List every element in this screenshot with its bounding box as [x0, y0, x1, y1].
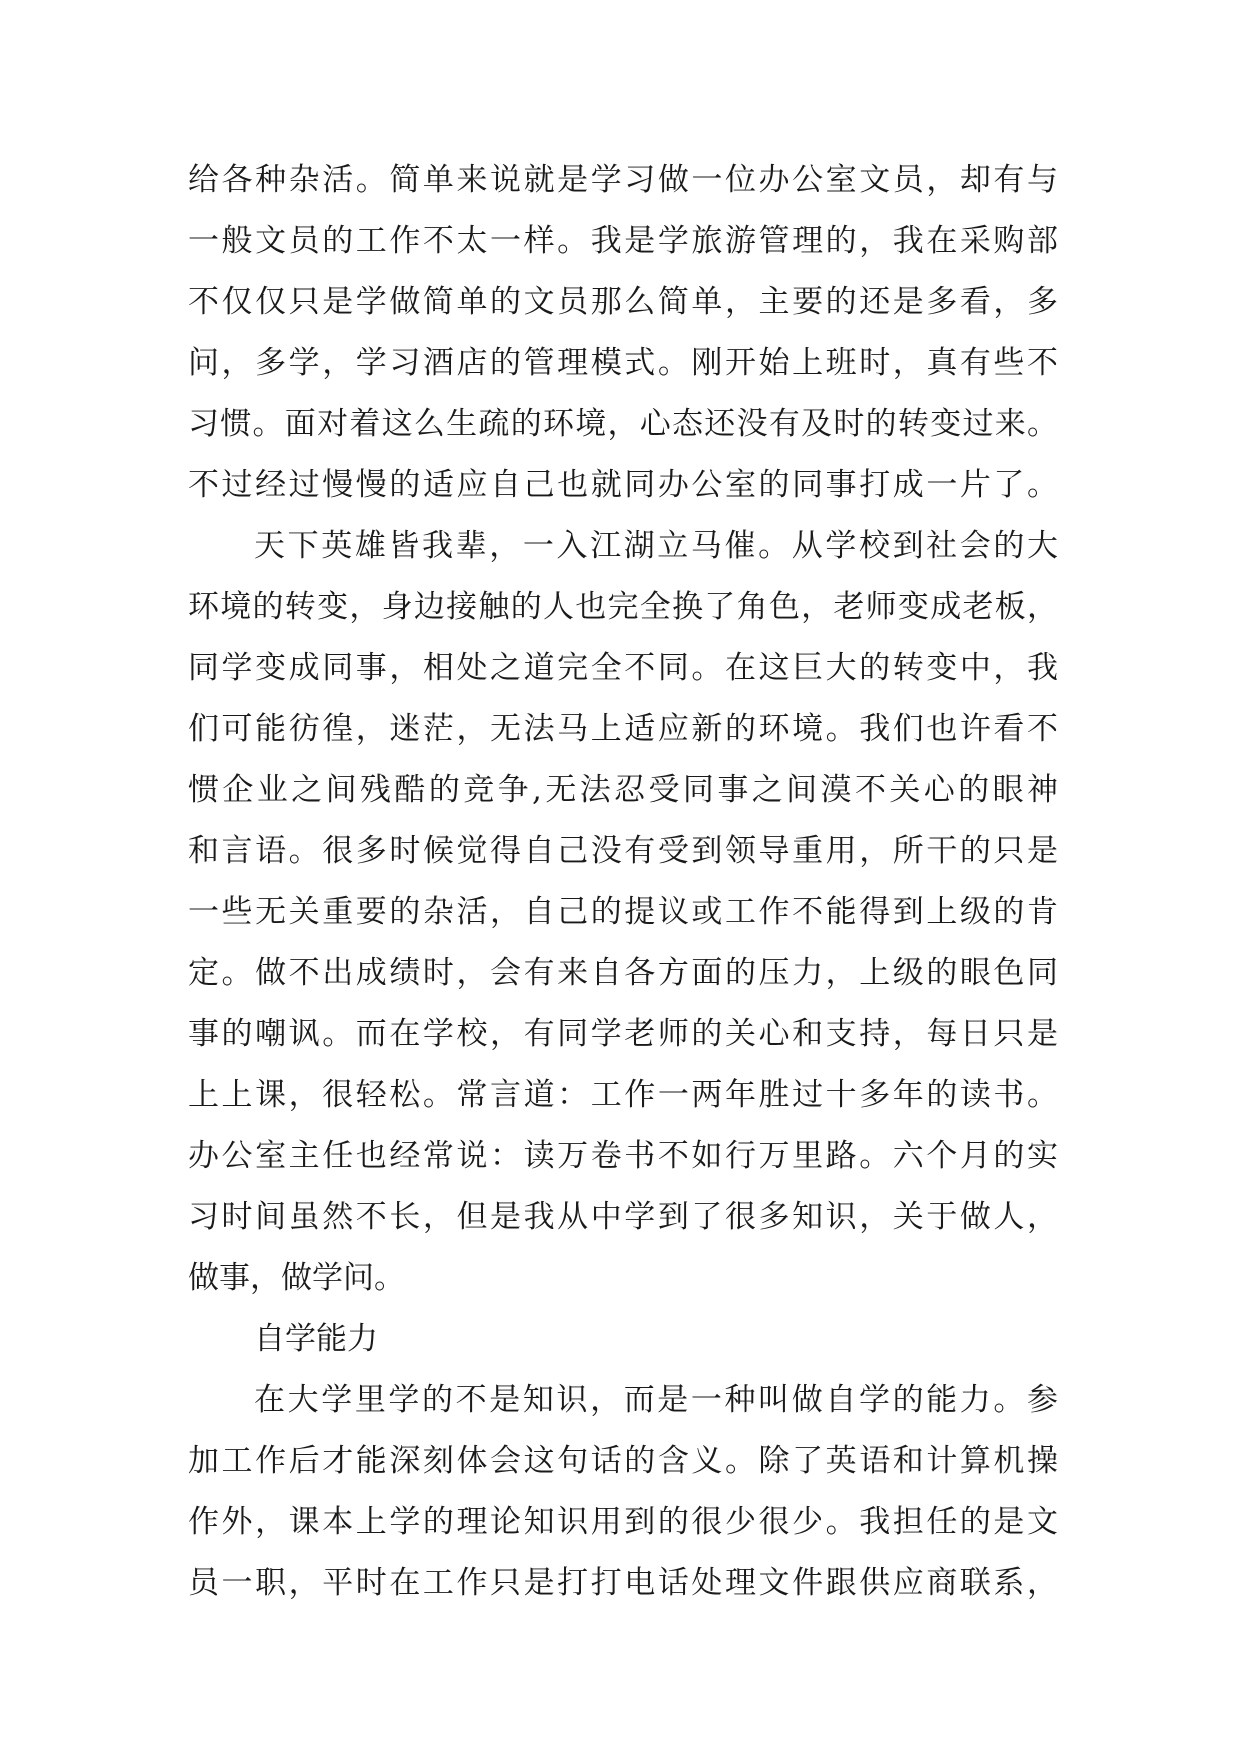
text-line: 加工作后才能深刻体会这句话的含义。除了英语和计算机操 [188, 1443, 1058, 1479]
text-line: 在大学里学的不是知识，而是一种叫做自学的能力。参 [254, 1382, 1058, 1418]
text-line: 不过经过慢慢的适应自己也就同办公室的同事打成一片了。 [188, 467, 1058, 503]
text-line: 习时间虽然不长，但是我从中学到了很多知识，关于做人， [188, 1199, 1058, 1235]
text-line: 和言语。很多时候觉得自己没有受到领导重用，所干的只是 [188, 833, 1058, 869]
text-line: 不仅仅只是学做简单的文员那么简单，主要的还是多看，多 [188, 284, 1058, 320]
text-line: 自学能力 [254, 1321, 378, 1357]
text-line: 惯企业之间残酷的竞争,无法忍受同事之间漠不关心的眼神 [188, 772, 1058, 808]
text-line: 事的嘲讽。而在学校，有同学老师的关心和支持，每日只是 [188, 1016, 1058, 1052]
text-line: 员一职，平时在工作只是打打电话处理文件跟供应商联系， [188, 1565, 1058, 1601]
text-line: 同学变成同事，相处之道完全不同。在这巨大的转变中，我 [188, 650, 1058, 686]
text-line: 天下英雄皆我辈，一入江湖立马催。从学校到社会的大 [254, 528, 1058, 564]
text-line: 一些无关重要的杂活，自己的提议或工作不能得到上级的肯 [188, 894, 1058, 930]
body-text [188, 150, 1058, 1614]
text-line: 定。做不出成绩时，会有来自各方面的压力，上级的眼色同 [188, 955, 1058, 991]
text-line: 做事，做学问。 [188, 1260, 405, 1296]
text-line: 问，多学，学习酒店的管理模式。刚开始上班时，真有些不 [188, 345, 1058, 381]
text-line: 环境的转变，身边接触的人也完全换了角色，老师变成老板， [188, 589, 1058, 625]
text-line: 们可能彷徨，迷茫，无法马上适应新的环境。我们也许看不 [188, 711, 1058, 747]
text-line: 习惯。面对着这么生疏的环境，心态还没有及时的转变过来。 [188, 406, 1058, 442]
text-line: 办公室主任也经常说：读万卷书不如行万里路。六个月的实 [188, 1138, 1058, 1174]
text-line: 给各种杂活。简单来说就是学习做一位办公室文员，却有与 [188, 162, 1058, 198]
text-line: 作外，课本上学的理论知识用到的很少很少。我担任的是文 [188, 1504, 1058, 1540]
text-line: 一般文员的工作不太一样。我是学旅游管理的，我在采购部 [188, 223, 1058, 259]
text-line: 上上课，很轻松。常言道：工作一两年胜过十多年的读书。 [188, 1077, 1058, 1113]
